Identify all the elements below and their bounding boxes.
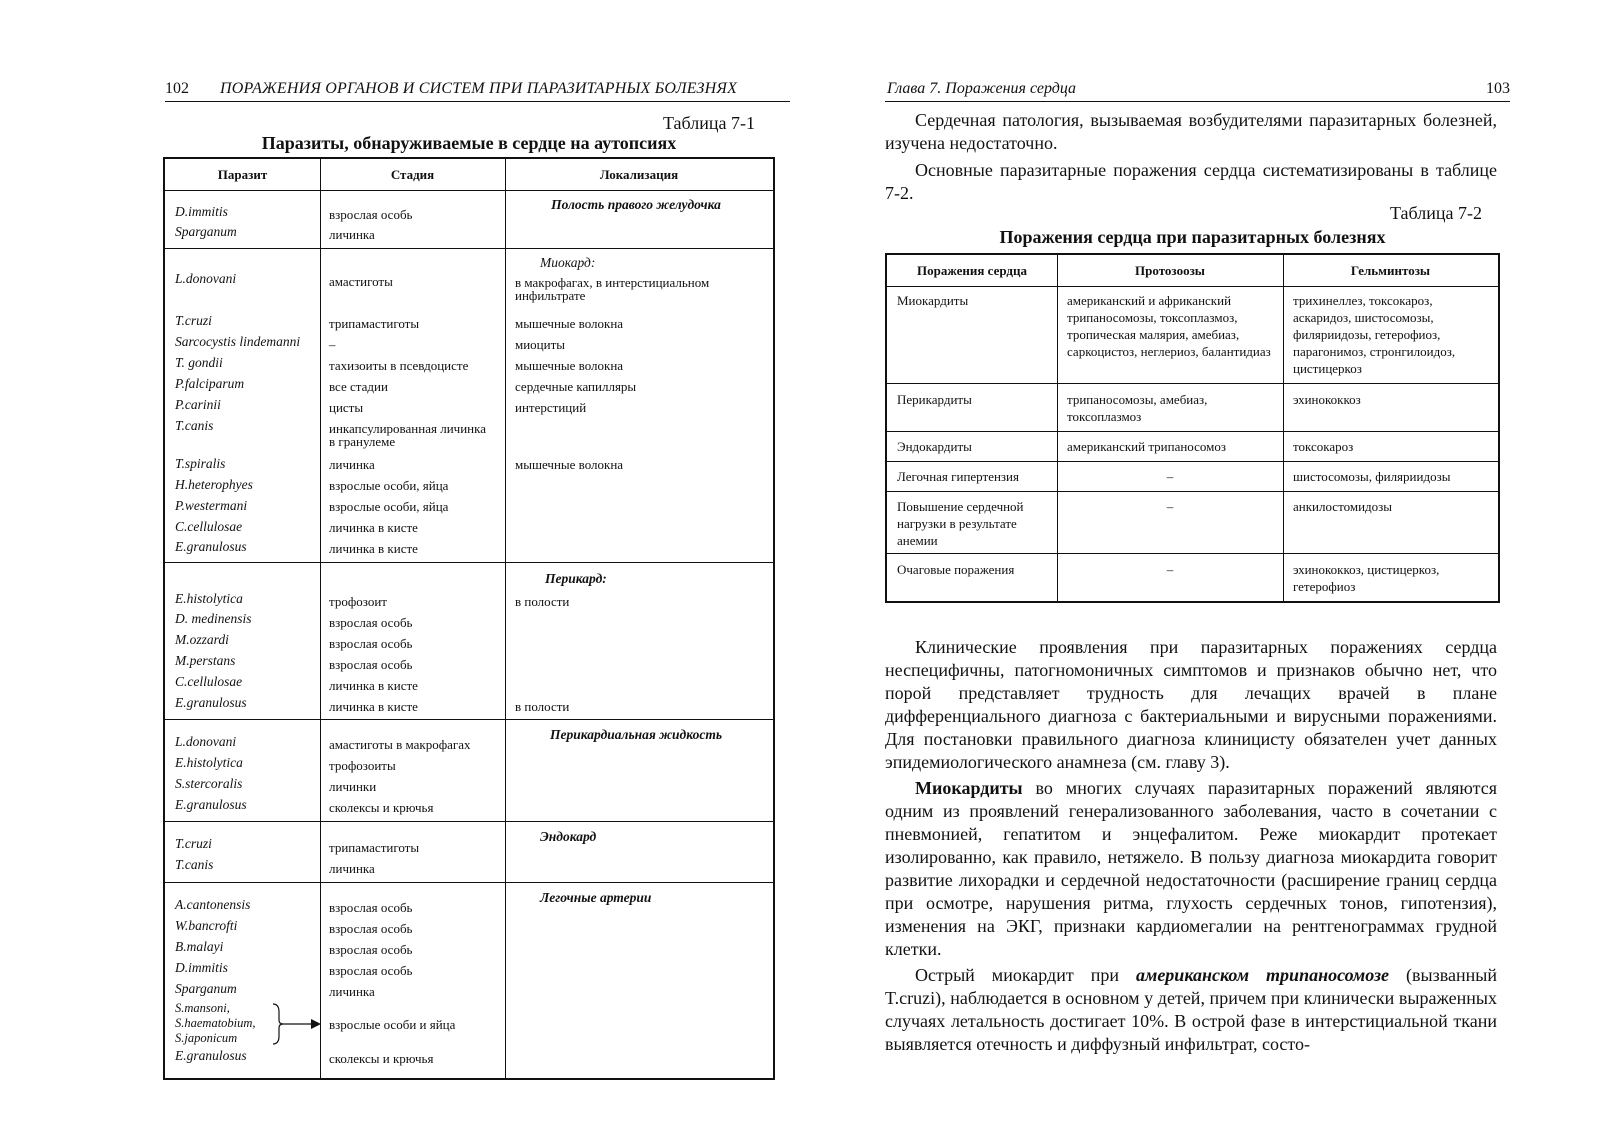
- table-label-7-1: Таблица 7-1: [663, 113, 755, 133]
- parasite: D.immitis: [175, 204, 228, 219]
- body-paragraph-myocarditis: Миокардиты во многих случаях паразитарных поражений являются одним из проявлений генерализованного заболевания, часто в сочетании с пневмонией, гепатитом и энцефалитом. Реже миокардит протекает изолированно, как правило, нетяжело. В пользу диагноза миокардита говорит развитие лихорадки и сердечной недостаточности (расширение границ сердца при осмотре, нарушения ритма, глухость сердечных тонов, гипотензия), изменения на ЭКГ, признаки кардиомегалии на рентгенограммах грудной клетки.: [885, 778, 1497, 959]
- table-caption-7-1: Паразиты, обнаруживаемые в сердце на аутопсиях: [261, 133, 677, 153]
- stage: сколексы и крючья: [329, 1051, 434, 1066]
- running-head-right: [885, 79, 1510, 102]
- table-cell: шистосомозы, филяриидозы: [1293, 469, 1451, 484]
- running-head-left: [165, 79, 790, 102]
- stage: личинка в кисте: [329, 541, 418, 556]
- stage: трипамастиготы: [329, 840, 420, 855]
- stage: инкапсулированная личинка в гранулеме: [329, 421, 486, 449]
- stage: тахизоиты в псевдоцисте: [329, 358, 469, 373]
- term-american-trypanosomiasis: американском трипаносомозе: [1135, 965, 1390, 985]
- table-cell: анкилостомидозы: [1293, 499, 1393, 514]
- localization: сердечные капилляры: [515, 379, 637, 394]
- table-cell: американский и африканский трипаносомозы, токсоплазмоз, тропическая малярия, амебиаз, саркоцистоз, неглериоз, балантидиаз: [1067, 293, 1271, 359]
- parasite: E.granulosus: [175, 539, 247, 554]
- group-subtitle: в макрофагах, в интерстициальном инфильтрате: [515, 275, 710, 303]
- body-paragraph-acute: Острый миокардит при американском трипаносомозе (вызванный T.cruzi), наблюдается в основном у детей, причем при клинически выраженных случаях летальность достигает 10%. В острой фазе в интерстициальной ткани выявляется отечность и диффузный инфильтрат, состо-: [885, 965, 1497, 1054]
- parasite: S.mansoni,: [175, 1001, 230, 1015]
- parasite: Sparganum: [175, 981, 237, 996]
- stage: личинка в кисте: [329, 678, 418, 693]
- table-caption-7-2: Поражения сердца при паразитарных болезнях: [999, 227, 1386, 247]
- stage: взрослая особь: [329, 615, 413, 630]
- parasite: E.granulosus: [175, 695, 247, 710]
- table-cell: американский трипаносомоз: [1067, 439, 1227, 454]
- parasite: B.malayi: [175, 939, 224, 954]
- parasite: A.cantonensis: [175, 897, 251, 912]
- right-page: [800, 0, 1600, 1134]
- stage: личинки: [329, 779, 377, 794]
- parasite: C.cellulosae: [175, 674, 243, 689]
- page-number-right: 103: [1486, 80, 1510, 97]
- stage: взрослая особь: [329, 921, 413, 936]
- intro-paragraph: Основные паразитарные поражения сердца систематизированы в таблице 7-2.: [885, 160, 1497, 203]
- stage: все стадии: [329, 379, 388, 394]
- page-number-left: 102: [165, 80, 189, 97]
- parasite: M.ozzardi: [175, 632, 229, 647]
- parasite: L.donovani: [175, 734, 237, 749]
- parasite: E.granulosus: [175, 797, 247, 812]
- table-cell: Эндокардиты: [897, 439, 972, 454]
- parasite: D.immitis: [175, 960, 228, 975]
- parasite: S.haematobium,: [175, 1016, 256, 1030]
- table-cell: токсокароз: [1293, 439, 1354, 454]
- group-title: Эндокард: [540, 829, 597, 844]
- running-title-right: Глава 7. Поражения сердца: [887, 80, 1077, 97]
- table-cell: Миокардиты: [897, 293, 969, 308]
- group-title: Полость правого желудочка: [551, 197, 721, 212]
- table-cell: трипаносомозы, амебиаз, токсоплазмоз: [1067, 392, 1208, 424]
- table-cell: –: [1166, 469, 1174, 484]
- stage: взрослая особь: [329, 207, 413, 222]
- parasite: M.perstans: [175, 653, 236, 668]
- parasite: T.canis: [175, 418, 214, 433]
- parasite: T. gondii: [175, 355, 223, 370]
- stage: взрослая особь: [329, 942, 413, 957]
- group-title: Перикардиальная жидкость: [549, 727, 722, 742]
- localization: мышечные волокна: [515, 457, 624, 472]
- stage: амастиготы в макрофагах: [329, 737, 471, 752]
- stage: личинка: [329, 227, 375, 242]
- parasite: Sarcocystis lindemanni: [175, 334, 301, 349]
- table-cell: –: [1166, 562, 1174, 577]
- header-heart-lesions: Поражения сердца: [917, 263, 1027, 278]
- table-7-1: [163, 157, 775, 1080]
- group-title: Перикард:: [545, 571, 607, 586]
- localization: мышечные волокна: [515, 358, 624, 373]
- body-paragraph: Клинические проявления при паразитарных поражениях сердца неспецифичны, патогномоничных симптомов и признаков обычно нет, что порой представляет трудность для лечащих врачей в плане дифференциального диагноза с бактериальными и вирусными поражениями. Для постановки правильного диагноза клиницисту обязателен учет данных эпидемиологического анамнеза (см. главу 3).: [885, 637, 1497, 772]
- parasite: S.japonicum: [175, 1031, 238, 1045]
- parasite: E.histolytica: [175, 755, 243, 770]
- parasite: E.granulosus: [175, 1048, 247, 1063]
- table-label-7-2: Таблица 7-2: [1390, 203, 1482, 223]
- parasite: P.carinii: [175, 397, 221, 412]
- stage: амастиготы: [329, 274, 393, 289]
- brace-arrow-icon: [271, 1002, 327, 1046]
- header-helminths: Гельминтозы: [1350, 263, 1431, 278]
- stage: личинка: [329, 984, 375, 999]
- parasite: T.cruzi: [175, 313, 212, 328]
- running-title-left: ПОРАЖЕНИЯ ОРГАНОВ И СИСТЕМ ПРИ ПАРАЗИТАРНЫХ БОЛЕЗНЯХ: [220, 80, 738, 97]
- stage: трофозоиты: [329, 758, 396, 773]
- table-7-2: [885, 253, 1500, 603]
- stage: личинка: [329, 861, 375, 876]
- stage: взрослая особь: [329, 657, 413, 672]
- stage: трофозоит: [329, 594, 387, 609]
- group-title: Миокард:: [540, 255, 596, 270]
- stage: сколексы и крючья: [329, 800, 434, 815]
- stage: взрослая особь: [329, 900, 413, 915]
- stage: личинка в кисте: [329, 699, 418, 714]
- parasite: S.stercoralis: [175, 776, 243, 791]
- stage: трипамастиготы: [329, 316, 420, 331]
- header-parasite: Паразит: [217, 167, 268, 182]
- stage: взрослые особи, яйца: [329, 478, 449, 493]
- parasite: H.heterophyes: [175, 477, 253, 492]
- localization: миоциты: [515, 337, 566, 352]
- localization: в полости: [515, 594, 570, 609]
- localization: мышечные волокна: [515, 316, 624, 331]
- table-cell: Перикардиты: [897, 392, 972, 407]
- table-cell: трихинеллез, токсокароз, аскаридоз, шистосомозы, филяриидозы, гетерофиоз, парагонимоз, стронгилоидоз, цистицеркоз: [1293, 293, 1456, 376]
- parasite: W.bancrofti: [175, 918, 238, 933]
- parasite: D. medinensis: [175, 611, 252, 626]
- header-stage: Стадия: [390, 167, 435, 182]
- parasite: P.westermani: [175, 498, 248, 513]
- parasite: L.donovani: [175, 271, 237, 286]
- parasite: T.spiralis: [175, 456, 226, 471]
- stage: личинка в кисте: [329, 520, 418, 535]
- table-cell: Легочная гипертензия: [897, 469, 1019, 484]
- header-localization: Локализация: [599, 167, 679, 182]
- localization: интерстиций: [515, 400, 587, 415]
- localization: в полости: [515, 699, 570, 714]
- parasite: E.histolytica: [175, 591, 243, 606]
- parasite: T.canis: [175, 857, 214, 872]
- stage: взрослая особь: [329, 636, 413, 651]
- table-cell: эхинококкоз: [1293, 392, 1361, 407]
- stage: взрослая особь: [329, 963, 413, 978]
- parasite: C.cellulosae: [175, 519, 243, 534]
- header-protozoa: Протозоозы: [1135, 263, 1205, 278]
- stage: цисты: [329, 400, 364, 415]
- term-myocarditis: Миокардиты: [915, 778, 1023, 798]
- intro-paragraph: Сердечная патология, вызываемая возбудителями паразитарных болезней, изучена недостаточно.: [885, 110, 1497, 153]
- stage: –: [329, 337, 336, 352]
- parasite: P.falciparum: [175, 376, 245, 391]
- parasite: Sparganum: [175, 224, 237, 239]
- table-cell: –: [1166, 499, 1174, 514]
- parasite: T.cruzi: [175, 836, 212, 851]
- table-cell: Повышение сердечной нагрузки в результате анемии: [897, 499, 1024, 548]
- table-cell: Очаговые поражения: [897, 562, 1015, 577]
- stage: личинка: [329, 457, 375, 472]
- stage: взрослые особи, яйца: [329, 499, 449, 514]
- table-cell: эхинококкоз, цистицеркоз, гетерофиоз: [1293, 562, 1440, 594]
- group-title: Легочные артерии: [540, 890, 652, 905]
- stage: взрослые особи и яйца: [329, 1017, 456, 1032]
